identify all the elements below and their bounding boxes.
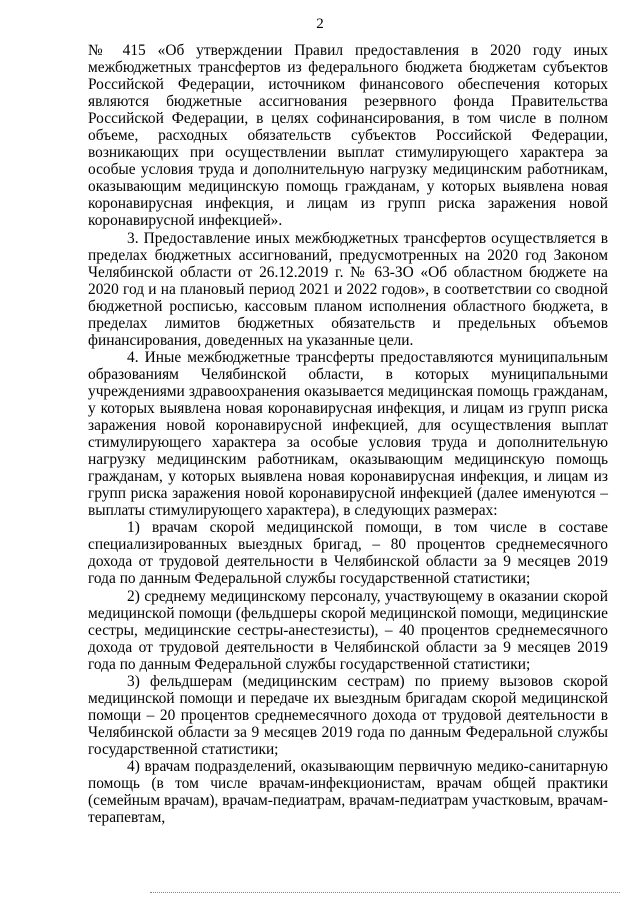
paragraph-item-3: 3. Предоставление иных межбюджетных трансфертов осуществляется в пределах бюджетных ассигнований, предусмотренных на 2020 год Законом Челябинской области от 26.12.2019 г. № 63-ЗО «Об областном бюджете на 2020 год и на плановый период 2021 и 2022 годов», в соответствии со сводной бюджетной росписью, кассовым планом исполнения областного бюджета, в пределах лимитов бюджетных обязательств и предельных объемов финансирования, доведенных на указанные цели. [88,229,608,349]
footer-divider [150,892,620,893]
subitem-1: 1) врачам скорой медицинской помощи, в том числе в составе специализированных выездных бригад, – 80 процентов среднемесячного дохода от трудовой деятельности в Челябинской области за 9 месяцев 2019 года по данным Федеральной службы государственной статистики; [88,519,608,588]
subitem-3: 3) фельдшерам (медицинским сестрам) по приему вызовов скорой медицинской помощи и передаче их выездным бригадам скорой медицинской помощи – 20 процентов среднемесячного дохода от трудовой деятельности в Челябинской области за 9 месяцев 2019 года по данным Федеральной службы государственной статистики; [88,672,608,758]
document-body [88,42,608,826]
paragraph-continuation: № 415 «Об утверждении Правил предоставления в 2020 году иных межбюджетных трансфертов из федерального бюджета бюджетам субъектов Российской Федерации, источником финансового обеспечения которых являются бюджетные ассигнования резервного фонда Правительства Российской Федерации, в целях софинансирования, в том числе в полном объеме, расходных обязательств субъектов Российской Федерации, возникающих при осуществлении выплат стимулирующего характера за особые условия труда и дополнительную нагрузку медицинским работникам, оказывающим медицинскую помощь гражданам, у которых выявлена новая коронавирусная инфекция, и лицам из групп риска заражения новой коронавирусной инфекцией». [88,42,608,230]
paragraph-item-4: 4. Иные межбюджетные трансферты предоставляются муниципальным образованиям Челябинской области, в которых муниципальными учреждениями здравоохранения оказывается медицинская помощь гражданам, у которых выявлена новая коронавирусная инфекция, и лицам из групп риска заражения новой коронавирусной инфекцией, для осуществления выплат стимулирующего характера за особые условия труда и дополнительную нагрузку медицинским работникам, оказывающим медицинскую помощь гражданам, у которых выявлена новая коронавирусная инфекция, и лицам из групп риска заражения новой коронавирусной инфекцией (далее именуются – выплаты стимулирующего характера), в следующих размерах: [88,348,608,520]
subitem-2: 2) среднему медицинскому персоналу, участвующему в оказании скорой медицинской помощи (фельдшеры скорой медицинской помощи, медицинские сестры, медицинские сестры-анестезисты), – 40 процентов среднемесячного дохода от трудовой деятельности в Челябинской области за 9 месяцев 2019 года по данным Федеральной службы государственной статистики; [88,587,608,673]
subitem-4: 4) врачам подразделений, оказывающим первичную медико-санитарную помощь (в том числе врачам-инфекционистам, врачам общей практики (семейным врачам), врачам-педиатрам, врачам-педиатрам участковым, врачам-терапевтам, [88,757,608,827]
page-number: 2 [316,16,324,32]
